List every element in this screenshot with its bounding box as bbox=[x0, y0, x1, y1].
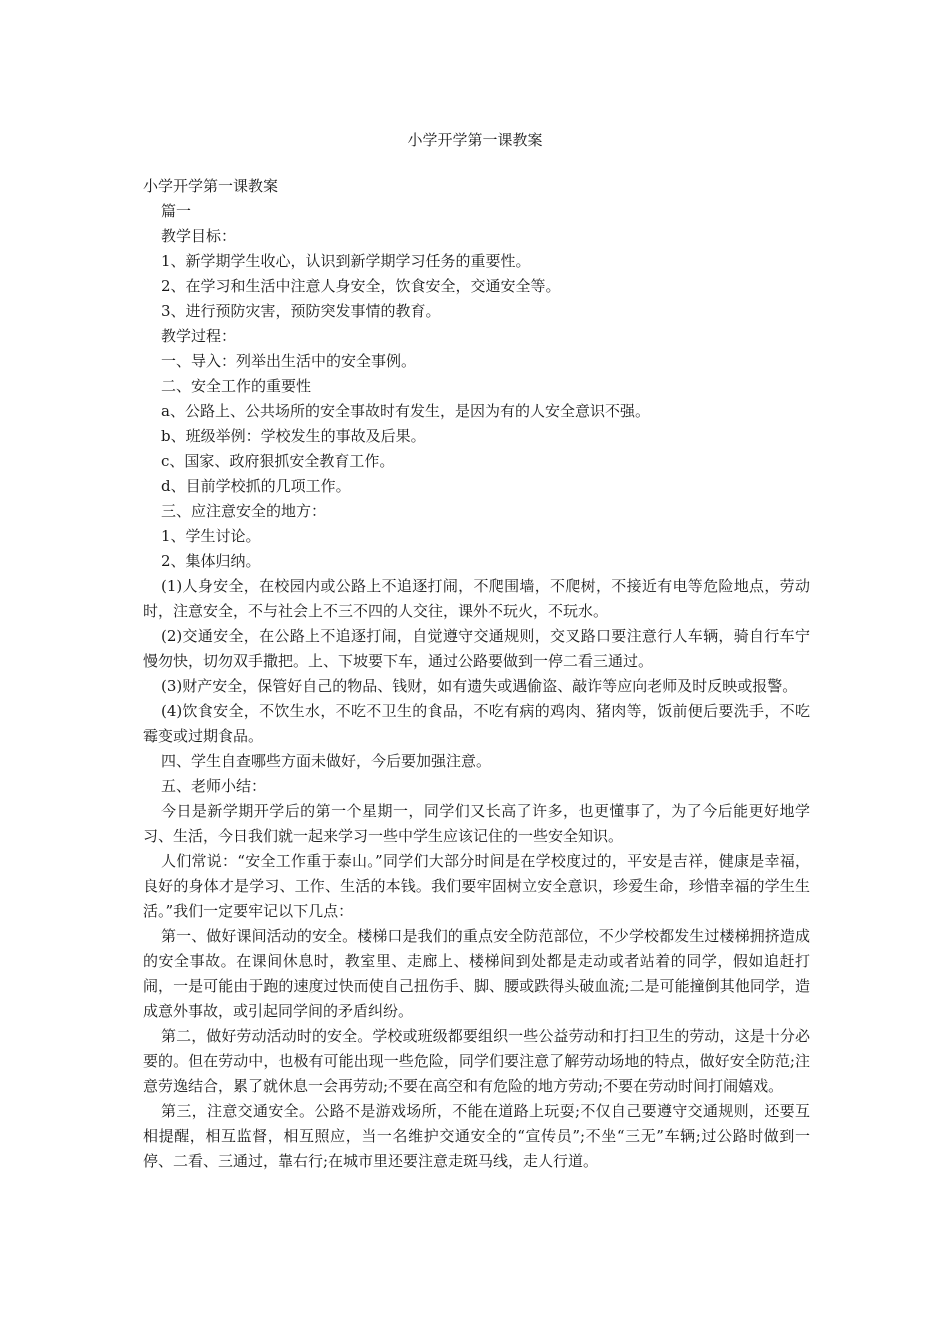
text-line: 二、安全工作的重要性 bbox=[161, 377, 312, 395]
paragraph: 第二，做好劳动活动时的安全。学校或班级都要组织一些公益劳动和打扫卫生的劳动，这是十分必要的。但在劳动中，也极有可能出现一些危险，同学们要注意了解劳动场地的特点，做好安全防范;注意劳逸结合，累了就休息一会再劳动;不要在高空和有危险的地方劳动;不要在劳动时间打闹嬉戏。 bbox=[143, 1027, 810, 1095]
paragraph: (4)饮食安全，不饮生水，不吃不卫生的食品，不吃有病的鸡肉、猪肉等，饭前便后要洗手，不吃霉变或过期食品。 bbox=[143, 702, 810, 745]
text-line: a、公路上、公共场所的安全事故时有发生，是因为有的人安全意识不强。 bbox=[161, 402, 650, 420]
text-line: 五、老师小结： bbox=[161, 777, 267, 795]
text-line: 1、新学期学生收心，认识到新学期学习任务的重要性。 bbox=[161, 252, 531, 270]
paragraph: 第三，注意交通安全。公路不是游戏场所，不能在道路上玩耍;不仅自己要遵守交通规则，还要互相提醒，相互监督，相互照应，当一名维护交通安全的“宣传员”;不坐“三无”车辆;过公路时做到一停、二看、三通过，靠右行;在城市里还要注意走斑马线，走人行道。 bbox=[143, 1102, 810, 1170]
text-line: 1、学生讨论。 bbox=[161, 527, 261, 545]
paragraph: 今日是新学期开学后的第一个星期一，同学们又长高了许多，也更懂事了，为了今后能更好地学习、生活，今日我们就一起来学习一些中学生应该记住的一些安全知识。 bbox=[143, 802, 810, 845]
paragraph: 人们常说：“安全工作重于泰山。”同学们大部分时间是在学校度过的，平安是吉祥，健康是幸福，良好的身体才是学习、工作、生活的本钱。我们要牢固树立安全意识，珍爱生命，珍惜幸福的学生生活。”我们一定要牢记以下几点： bbox=[143, 852, 810, 920]
text-line: b、班级举例：学校发生的事故及后果。 bbox=[161, 427, 426, 445]
text-line: d、目前学校抓的几项工作。 bbox=[161, 477, 351, 495]
text-line: 三、应注意安全的地方： bbox=[161, 502, 327, 520]
paragraph: (1)人身安全，在校园内或公路上不追逐打闹，不爬围墙，不爬树，不接近有电等危险地点，劳动时，注意安全，不与社会上不三不四的人交往，课外不玩火，不玩水。 bbox=[143, 577, 810, 620]
section-label: 篇一 bbox=[161, 202, 192, 220]
text-line: 教学目标： bbox=[161, 227, 237, 245]
body-title: 小学开学第一课教案 bbox=[143, 177, 279, 195]
paragraph: 第一、做好课间活动的安全。楼梯口是我们的重点安全防范部位，不少学校都发生过楼梯拥挤造成的安全事故。在课间休息时，教室里、走廊上、楼梯间到处都是走动或者站着的同学，假如追赶打闹，一是可能由于跑的速度过快而使自己扭伤手、脚、腰或跌得头破血流;二是可能撞倒其他同学，造成意外事故，或引起同学间的矛盾纠纷。 bbox=[143, 927, 810, 1020]
text-line: c、国家、政府狠抓安全教育工作。 bbox=[161, 452, 395, 470]
text-line: 2、在学习和生活中注意人身安全，饮食安全，交通安全等。 bbox=[161, 277, 561, 295]
text-line: 一、导入：列举出生活中的安全事例。 bbox=[161, 352, 417, 370]
paragraph: (2)交通安全，在公路上不追逐打闹，自觉遵守交通规则，交叉路口要注意行人车辆，骑自行车宁慢勿快，切勿双手撒把。上、下坡要下车，通过公路要做到一停二看三通过。 bbox=[143, 627, 810, 670]
text-line: 四、学生自查哪些方面未做好，今后要加强注意。 bbox=[161, 752, 492, 770]
text-line: 教学过程： bbox=[161, 327, 237, 345]
text-line: 3、进行预防灾害，预防突发事情的教育。 bbox=[161, 302, 441, 320]
text-line: 2、集体归纳。 bbox=[161, 552, 261, 570]
document-title: 小学开学第一课教案 bbox=[407, 131, 543, 149]
paragraph: (3)财产安全，保管好自己的物品、钱财，如有遗失或遇偷盗、敲诈等应向老师及时反映或报警。 bbox=[161, 677, 798, 695]
document-body bbox=[143, 174, 810, 1174]
